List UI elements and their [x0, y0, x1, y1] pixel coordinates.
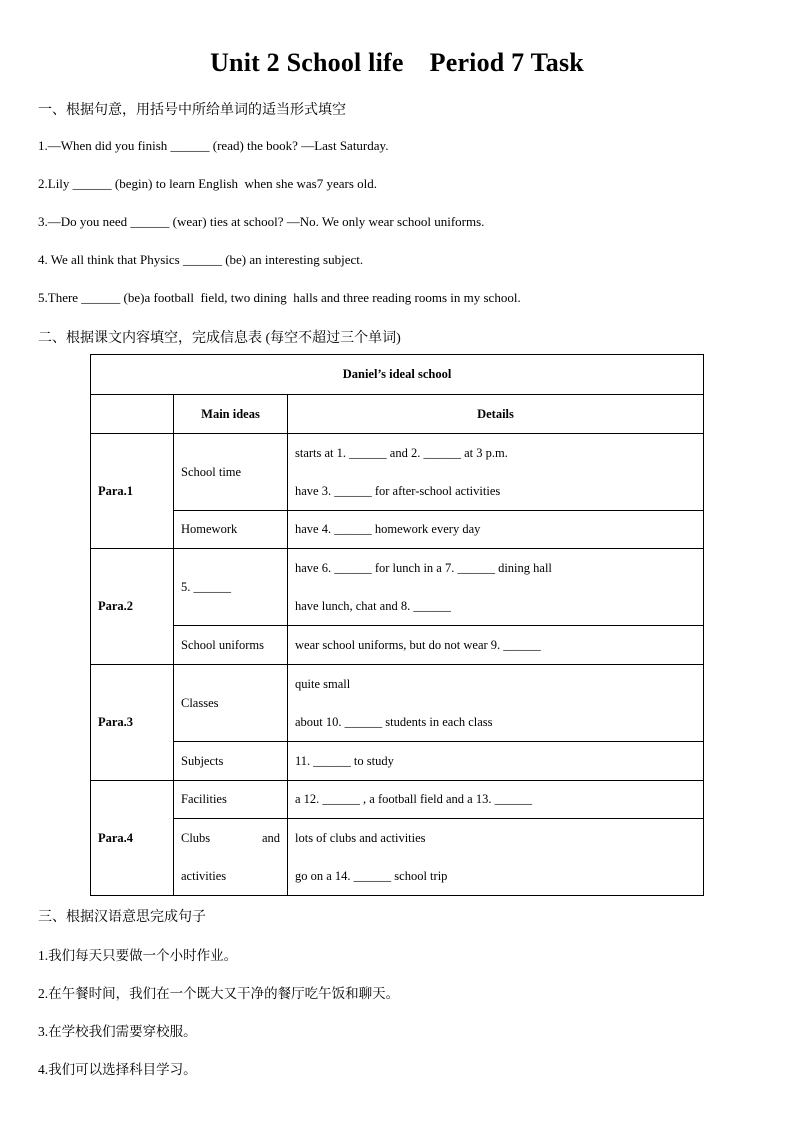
idea-blank-5: 5. ______ — [174, 549, 288, 626]
activities-word: activities — [181, 869, 227, 883]
section2-heading: 二、根据课文内容填空，完成信息表 (每空不超过三个单词) — [38, 331, 401, 346]
exercise-item-5: 5.There ______ (be)a football field, two dining halls and three reading rooms in my school. — [38, 290, 521, 305]
translation-item-1: 1.我们每天只要做一个小时作业。 — [38, 948, 238, 963]
detail-line: have 3. ______ for after-school activities — [295, 484, 501, 498]
detail-line: about 10. ______ students in each class — [295, 715, 493, 729]
details-lunch — [288, 549, 704, 626]
title-unit: Unit 2 School life — [210, 48, 404, 77]
page-title — [0, 48, 794, 78]
and-word: and — [261, 831, 280, 845]
detail-homework: have 4. ______ homework every day — [288, 511, 704, 549]
exercise-item-2: 2.Lily ______ (begin) to learn English when she was7 years old. — [38, 176, 378, 191]
detail-uniforms: wear school uniforms, but do not wear 9. ______ — [288, 626, 704, 665]
idea-school-time: School time — [174, 434, 288, 511]
details-classes — [288, 665, 704, 742]
detail-facilities: a 12. ______ , a football field and a 13. ______ — [288, 781, 704, 819]
section1-heading: 一、根据句意，用括号中所给单词的适当形式填空 — [38, 103, 346, 118]
detail-subjects: 11. ______ to study — [288, 742, 704, 781]
translation-item-4: 4.我们可以选择科目学习。 — [38, 1062, 197, 1077]
detail-line: quite small — [295, 677, 351, 691]
clubs-word: Clubs — [181, 831, 211, 845]
translation-item-3: 3.在学校我们需要穿校服。 — [38, 1024, 197, 1039]
exercise-item-4: 4. We all think that Physics ______ (be) an interesting subject. — [38, 252, 364, 267]
idea-clubs-activities — [174, 819, 288, 896]
idea-facilities: Facilities — [174, 781, 288, 819]
idea-classes: Classes — [174, 665, 288, 742]
section3-heading: 三、根据汉语意思完成句子 — [38, 910, 206, 925]
para3-label: Para.3 — [91, 665, 174, 781]
detail-line: have lunch, chat and 8. ______ — [295, 599, 451, 613]
idea-school-uniforms: School uniforms — [174, 626, 288, 665]
translation-item-2: 2.在午餐时间，我们在一个既大又干净的餐厅吃午饭和聊天。 — [38, 986, 400, 1001]
clubs-and-line — [181, 819, 280, 857]
title-period: Period 7 Task — [429, 48, 584, 77]
detail-line: starts at 1. ______ and 2. ______ at 3 p.m. — [295, 446, 508, 460]
exercise-item-1: 1.—When did you finish ______ (read) the book? —Last Saturday. — [38, 138, 389, 153]
para2-label: Para.2 — [91, 549, 174, 665]
header-main-ideas: Main ideas — [174, 395, 288, 434]
info-table — [90, 354, 704, 896]
idea-subjects: Subjects — [174, 742, 288, 781]
para4-label: Para.4 — [91, 781, 174, 896]
header-details: Details — [288, 395, 704, 434]
table-caption: Daniel’s ideal school — [91, 355, 704, 395]
detail-line: go on a 14. ______ school trip — [295, 869, 448, 883]
detail-line: lots of clubs and activities — [295, 831, 426, 845]
para1-label: Para.1 — [91, 434, 174, 549]
details-school-time — [288, 434, 704, 511]
details-clubs — [288, 819, 704, 896]
empty-header-cell — [91, 395, 174, 434]
detail-line: have 6. ______ for lunch in a 7. ______ dining hall — [295, 561, 552, 575]
exercise-item-3: 3.—Do you need ______ (wear) ties at school? —No. We only wear school uniforms. — [38, 214, 485, 229]
idea-homework: Homework — [174, 511, 288, 549]
